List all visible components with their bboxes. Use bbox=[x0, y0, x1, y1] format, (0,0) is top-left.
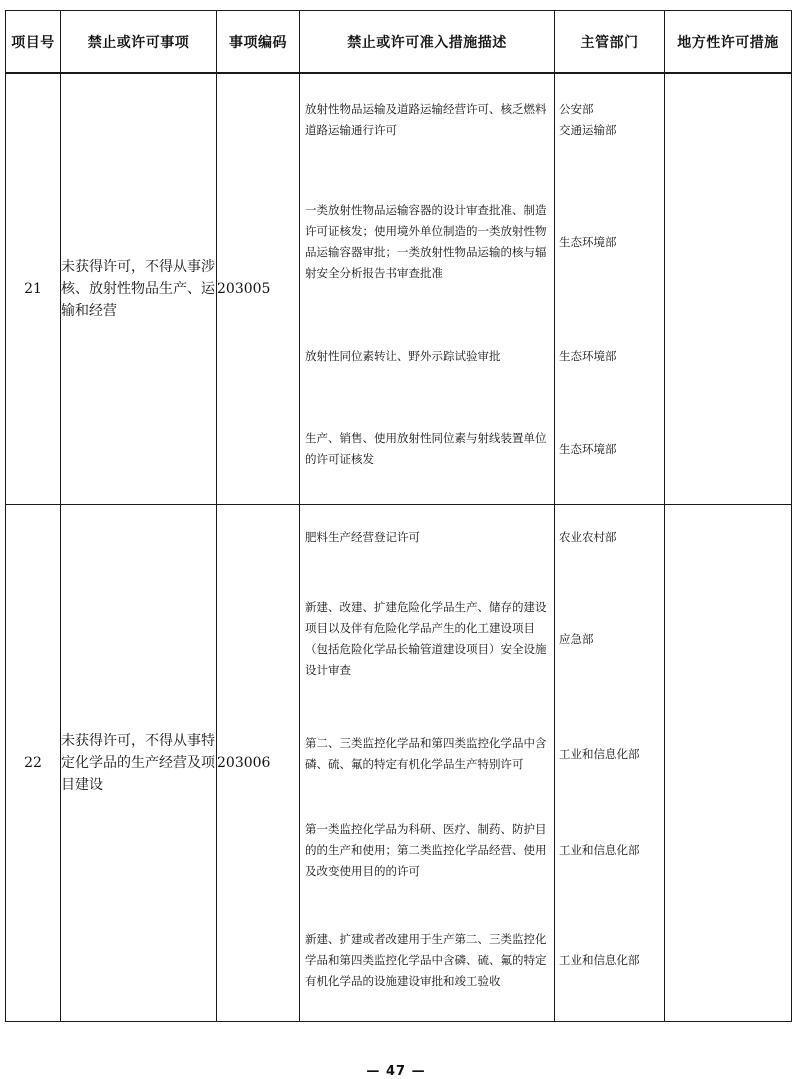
header-department: 主管部门 bbox=[555, 11, 665, 74]
department bbox=[555, 900, 664, 1021]
department bbox=[555, 166, 664, 318]
department-text: 生态环境部 bbox=[559, 441, 617, 456]
measure-description: 放射性同位素转让、野外示踪试验审批 bbox=[305, 348, 501, 363]
department bbox=[555, 570, 664, 708]
department bbox=[555, 505, 664, 570]
department bbox=[555, 318, 664, 394]
page-number: — 47 — bbox=[366, 1064, 426, 1079]
department-text: 农业农村部 bbox=[559, 530, 617, 544]
department bbox=[555, 394, 664, 504]
item-code: 203006 bbox=[217, 505, 300, 1022]
measure-description: 放射性物品运输及道路运输经营许可、核乏燃料道路运输通行许可 bbox=[305, 102, 547, 137]
measure-description: 肥料生产经营登记许可 bbox=[305, 530, 420, 544]
measure-description-group bbox=[300, 505, 555, 1022]
department-text: 工业和信息化部 bbox=[559, 842, 640, 857]
department-group bbox=[555, 73, 665, 505]
header-item-number: 项目号 bbox=[6, 11, 61, 74]
local-measures-cell bbox=[665, 73, 792, 505]
item-matter: 未获得许可，不得从事特定化学品的生产经营及项目建设 bbox=[61, 505, 217, 1022]
measure-description: 第二、三类监控化学品和第四类监控化学品中含磷、硫、氟的特定有机化学品生产特别许可 bbox=[305, 736, 547, 771]
measure-description-group bbox=[300, 73, 555, 505]
header-local-measures: 地方性许可措施 bbox=[665, 11, 792, 74]
item-matter: 未获得许可，不得从事涉核、放射性物品生产、运输和经营 bbox=[61, 73, 217, 505]
table-row bbox=[6, 505, 792, 1022]
measure-description: 第一类监控化学品为科研、医疗、制药、防护目的的生产和使用；第二类监控化学品经营、使用及改变使用目的的许可 bbox=[305, 821, 547, 878]
department-text: 生态环境部 bbox=[559, 234, 617, 249]
item-code: 203005 bbox=[217, 73, 300, 505]
measure-description: 一类放射性物品运输容器的设计审查批准、制造许可证核发；使用境外单位制造的一类放射性物品运输容器审批；一类放射性物品运输的核与辐射安全分析报告书审查批准 bbox=[305, 203, 547, 280]
measure-description: 生产、销售、使用放射性同位素与射线装置单位的许可证核发 bbox=[305, 431, 547, 466]
department-text: 生态环境部 bbox=[559, 348, 617, 363]
local-measures-cell bbox=[665, 505, 792, 1022]
permission-table bbox=[5, 10, 792, 1022]
department-text: 工业和信息化部 bbox=[559, 953, 640, 967]
item-number: 21 bbox=[6, 73, 61, 505]
header-matter: 禁止或许可事项 bbox=[61, 11, 217, 74]
header-code: 事项编码 bbox=[217, 11, 300, 74]
department bbox=[555, 800, 664, 900]
header-measure-description: 禁止或许可准入措施描述 bbox=[300, 11, 555, 74]
department bbox=[555, 708, 664, 800]
department-text: 应急部 bbox=[559, 631, 594, 646]
table-row bbox=[6, 73, 792, 505]
department-group bbox=[555, 505, 665, 1022]
item-number: 22 bbox=[6, 505, 61, 1022]
department-text: 工业和信息化部 bbox=[559, 746, 640, 761]
table-header-row bbox=[6, 11, 792, 74]
measure-description: 新建、扩建或者改建用于生产第二、三类监控化学品和第四类监控化学品中含磷、硫、氟的特定有机化学品的设施建设审批和竣工验收 bbox=[305, 932, 547, 988]
measure-description: 新建、改建、扩建危险化学品生产、储存的建设项目以及伴有危险化学品产生的化工建设项目（包括危险化学品长输管道建设项目）安全设施设计审查 bbox=[305, 600, 547, 677]
department bbox=[555, 74, 664, 166]
department-text: 公安部 交通运输部 bbox=[559, 102, 617, 137]
